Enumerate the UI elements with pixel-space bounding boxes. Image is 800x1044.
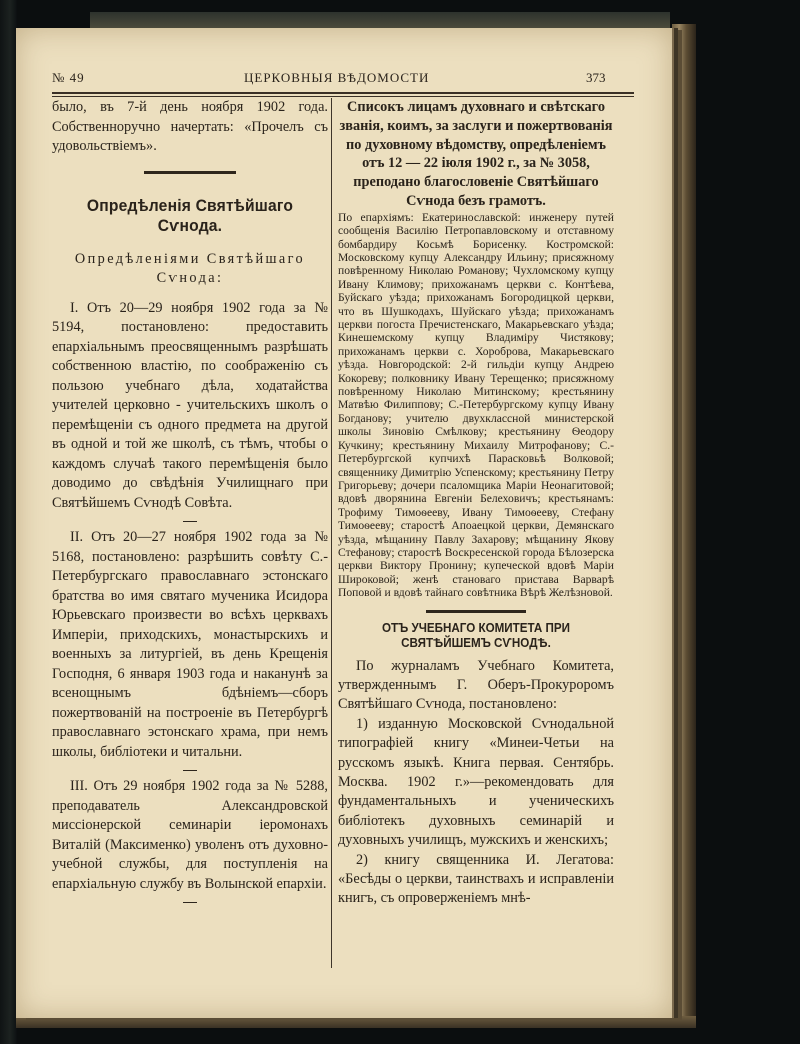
list-text: По епархіямъ: Екатеринославской: инженеру путей сообщенія Василію Петропавловскому и отставному бомбардиру Косьмѣ Борисенку. Костромской: Московскому купцу Александру Ильину; присяжному повѣренному Николаю Романову; Чухломскому купцу Ивану Климову; прихожанамъ церкви с. Контѣева, Буйскаго уѣзда; прихожанамъ Богородицкой церкви, что въ Шушкодахъ, Шуйскаго уѣзда; прихожанамъ церкви погоста Пречистенскаго, Макарьевскаго уѣзда; Кинешемскому купцу Владиміру Чистякову; прихожанамъ церкви с. Хороброва, Макарьевскаго уѣзда. Новгородской: 2-й гильдіи купцу Андрею Кокореву; полковнику Ивану Терещенко; присяжному повѣренному Николаю Митинскому; крестьянину Матвѣю Филиппову; С.-Петербургскому купцу Ивану Богданову; учителю двухклассной министерской школы Зиновію Смѣлкову; крестьянину Ѳеодору Кучкину; крестьянину Михаилу Митрофанову; С.-Петербургской купчихѣ Парасковьѣ Волковой; священнику Димитрію Успенскому; крестьянину Петру Григорьеву; дочери псаломщика Маріи Неонагитовой; вдовѣ дворянина Евгеніи Белеховичъ; крестьянамъ: Трофиму Тимоѳееву, Ивану Тимоѳееву, Стефану Тимоѳееву; старостѣ Апоаецкой церкви, Демянскаго уѣзда, мѣщанину Павлу Захарову; мѣщанину Якову Стефанову; старостѣ Воскресенской города Бѣлозерска церкви Виктору Пронину; купеческой вдовѣ Маріи Широковой; женѣ становаго пристава Варварѣ Поповой и вдовѣ тайнаго совѣтника Вѣрѣ Желѣзновой.: [338, 210, 614, 600]
paragraph-dash: [183, 521, 197, 522]
left-column: [52, 98, 328, 973]
paragraph-dash: [183, 902, 197, 903]
section-separator: [144, 171, 236, 174]
column-divider: [331, 98, 332, 968]
page-number: 373: [586, 70, 606, 85]
binding-top-strip: [90, 12, 670, 28]
issue-number: № 49: [52, 70, 85, 85]
section-separator: [426, 610, 526, 613]
decision-paragraph-1: I. Отъ 20—29 ноября 1902 года за № 5194, постановлено: предоставить епархіальнымъ преосвященнымъ разрѣшать собственною властію, по соображенію съ пользою учебнаго дѣла, ходатайства учителей церковно - учительскихъ школъ о перемѣщеніи съ одного предмета на другой въ одной и той же школѣ, съ тѣмъ, чтобы о каждомъ случаѣ такого перемѣщенія было доводимо до свѣдѣнія Училищнаго при Святѣйшемъ Сѵнодѣ Совѣта.: [52, 299, 328, 511]
committee-item-2: 2) книгу священника И. Легатова: «Бесѣды о церкви, таинствахъ и исправленіи книгъ, съ опроверженіемъ мнѣ-: [338, 851, 614, 907]
header-rule-thin: [52, 96, 634, 97]
committee-item-1: 1) изданную Московской Сѵнодальной типографіей книгу «Минеи-Четьи на русскомъ языкѣ. Книга первая. Сентябрь. Москва. 1902 г.»—рекомендовать для фундаментальныхъ и ученическихъ библіотекъ духовныхъ семинарій и духовныхъ училищъ, мужскихъ и женскихъ;: [338, 715, 614, 849]
decision-paragraph-3: III. Отъ 29 ноября 1902 года за № 5288, преподаватель Александровской миссіонерской семинаріи іеромонахъ Виталій (Максименко) уволенъ отъ духовно-учебной службы, для поступленія на епархіальную службу въ Волынской епархіи.: [52, 778, 328, 892]
journal-title: ЦЕРКОВНЫЯ ВѢДОМОСТИ: [244, 70, 430, 85]
right-column: [338, 98, 614, 978]
committee-intro: По журналамъ Учебнаго Комитета, утвержденнымъ Г. Оберъ-Прокуроромъ Святѣйшаго Сѵнода, постановлено:: [338, 657, 614, 713]
page-edge-right: [672, 24, 696, 1022]
section-subheading: Опредѣленіями Святѣйшаго Сѵнода:: [74, 250, 306, 286]
decision-paragraph-2: II. Отъ 20—27 ноября 1902 года за № 5168, постановлено: разрѣшить совѣту С.-Петербургскаго православнаго эстонскаго братства во имя святаго мученика Исидора Юрьевскаго произвести во всѣхъ церквахъ Имперіи, приходскихъ, монастырскихъ и военныхъ за литургіей, въ день Крещенія Господня, 6 января 1903 года и наканунѣ за всенощнымъ бдѣніемъ—сборъ пожертвованій на построеніе въ Петербургѣ православнаго эстонскаго храма, при немъ школы, библіотеки и читальни.: [52, 529, 328, 760]
paragraph-dash: [183, 770, 197, 771]
intro-paragraph: было, въ 7-й день ноября 1902 года. Собственноручно начертать: «Прочелъ съ удовольствіемъ».: [52, 99, 328, 154]
section-heading: Опредѣленія Святѣйшаго Сѵнода.: [86, 195, 294, 235]
header-rule: [52, 92, 634, 94]
list-heading: Списокъ лицамъ духовнаго и свѣтскаго званія, коимъ, за заслуги и пожертвованія по духовному вѣдомству, опредѣленіемъ отъ 12 — 22 іюля 1902 г., за № 3058, преподано благословеніе Святѣйшаго Сѵнода безъ грамотъ.: [339, 99, 613, 209]
committee-heading: ОТЪ УЧЕБНАГО КОМИТЕТА ПРИ СВЯТѢЙШЕМЪ СѴНОДѢ.: [381, 620, 570, 650]
running-header: [34, 34, 614, 88]
